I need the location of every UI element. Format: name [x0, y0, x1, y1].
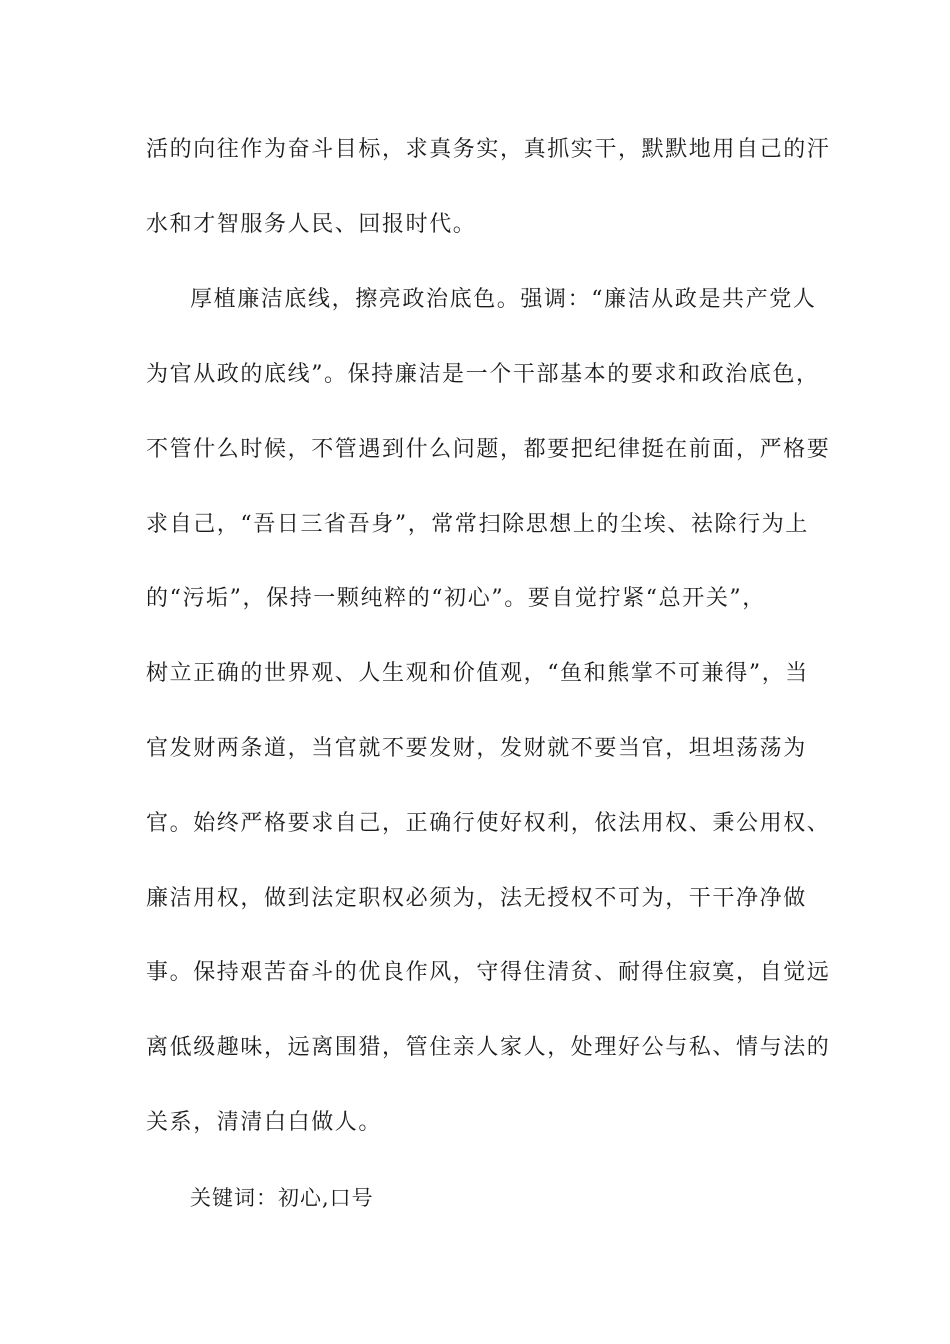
paragraph-2-line-8: 官。始终严格要求自己，正确行使好权利，依法用权、秉公用权、 — [146, 811, 831, 836]
paragraph-1-line-1: 活的向往作为奋斗目标，求真务实，真抓实干，默默地用自己的汗 — [146, 137, 831, 162]
paragraph-2-line-12: 关系，清清白白做人。 — [146, 1110, 383, 1135]
paragraph-2-line-5: 的“污垢”，保持一颗纯粹的“初心”。要自觉拧紧“总开关”， — [146, 586, 766, 611]
paragraph-2-line-2: 为官从政的底线”。保持廉洁是一个干部基本的要求和政治底色， — [146, 362, 820, 387]
keywords-line: 关键词：初心,口号 — [190, 1186, 374, 1210]
paragraph-2-line-1: 厚植廉洁底线，擦亮政治底色。强调：“廉洁从政是共产党人 — [190, 287, 817, 312]
paragraph-2-line-7: 官发财两条道，当官就不要发财，发财就不要当官，坦坦荡荡为 — [146, 736, 807, 761]
paragraph-2-line-6: 树立正确的世界观、人生观和价值观，“鱼和熊掌不可兼得”，当 — [146, 661, 809, 686]
paragraph-1-line-2: 水和才智服务人民、回报时代。 — [146, 212, 477, 237]
paragraph-2-line-4: 求自己，“吾日三省吾身”，常常扫除思想上的尘埃、祛除行为上 — [146, 512, 809, 537]
paragraph-2-line-3: 不管什么时候，不管遇到什么问题，都要把纪律挺在前面，严格要 — [146, 437, 831, 462]
paragraph-2-line-9: 廉洁用权，做到法定职权必须为，法无授权不可为，干干净净做 — [146, 886, 807, 911]
paragraph-2-line-11: 离低级趣味，远离围猎，管住亲人家人，处理好公与私、情与法的 — [146, 1035, 831, 1060]
paragraph-2-line-10: 事。保持艰苦奋斗的优良作风，守得住清贫、耐得住寂寞，自觉远 — [146, 960, 831, 985]
